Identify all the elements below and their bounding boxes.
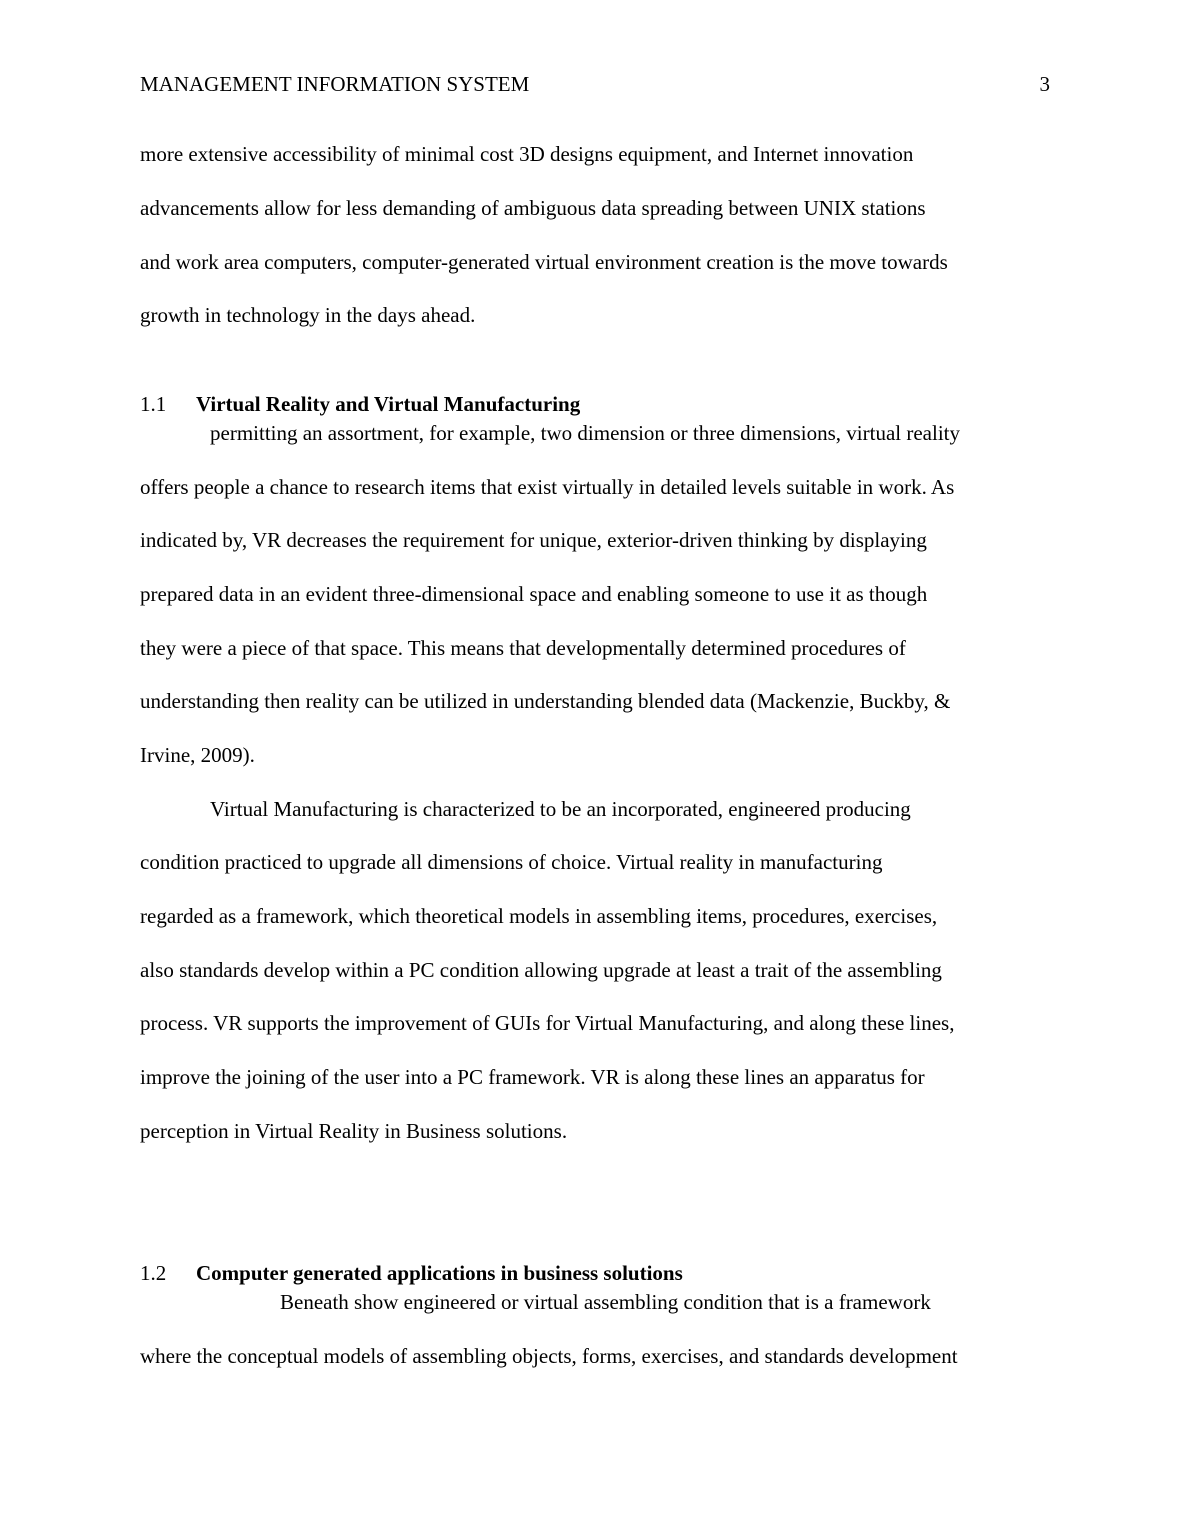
text-line: permitting an assortment, for example, two dimension or three dimensions, virtual reality	[210, 421, 960, 445]
text-line: where the conceptual models of assembling objects, forms, exercises, and standards development	[140, 1344, 958, 1368]
text-line: Virtual Manufacturing is characterized to be an incorporated, engineered producing	[210, 797, 911, 821]
running-head: MANAGEMENT INFORMATION SYSTEM	[140, 72, 530, 96]
text-line: advancements allow for less demanding of ambiguous data spreading between UNIX stations	[140, 196, 926, 220]
section-number: 1.1	[140, 392, 167, 416]
text-line: Beneath show engineered or virtual assembling condition that is a framework	[280, 1290, 931, 1314]
text-line: process. VR supports the improvement of GUIs for Virtual Manufacturing, and along these lines,	[140, 1011, 955, 1035]
text-line: condition practiced to upgrade all dimensions of choice. Virtual reality in manufacturing	[140, 850, 883, 874]
section-title: Virtual Reality and Virtual Manufacturing	[196, 392, 581, 416]
text-line: understanding then reality can be utilized in understanding blended data (Mackenzie, Buckby, &	[140, 689, 951, 713]
section-heading-1-2	[140, 1260, 683, 1286]
text-line: improve the joining of the user into a PC framework. VR is along these lines an apparatus for	[140, 1065, 925, 1089]
section-heading-1-1	[140, 391, 580, 417]
text-line: perception in Virtual Reality in Business solutions.	[140, 1119, 568, 1143]
text-line: prepared data in an evident three-dimensional space and enabling someone to use it as though	[140, 582, 928, 606]
text-line: and work area computers, computer-generated virtual environment creation is the move towards	[140, 250, 948, 274]
text-line: indicated by, VR decreases the requirement for unique, exterior-driven thinking by displaying	[140, 528, 927, 552]
text-line: offers people a chance to research items that exist virtually in detailed levels suitable in work. As	[140, 475, 955, 499]
text-line: they were a piece of that space. This means that developmentally determined procedures of	[140, 636, 906, 660]
section-title: Computer generated applications in business solutions	[196, 1261, 683, 1285]
text-line: regarded as a framework, which theoretical models in assembling items, procedures, exercises,	[140, 904, 938, 928]
section-number: 1.2	[140, 1261, 167, 1285]
text-line: also standards develop within a PC condition allowing upgrade at least a trait of the assembling	[140, 958, 942, 982]
text-line: more extensive accessibility of minimal cost 3D designs equipment, and Internet innovation	[140, 142, 914, 166]
page-number: 3	[1039, 72, 1050, 96]
text-line: growth in technology in the days ahead.	[140, 303, 476, 327]
text-line: Irvine, 2009).	[140, 743, 255, 767]
